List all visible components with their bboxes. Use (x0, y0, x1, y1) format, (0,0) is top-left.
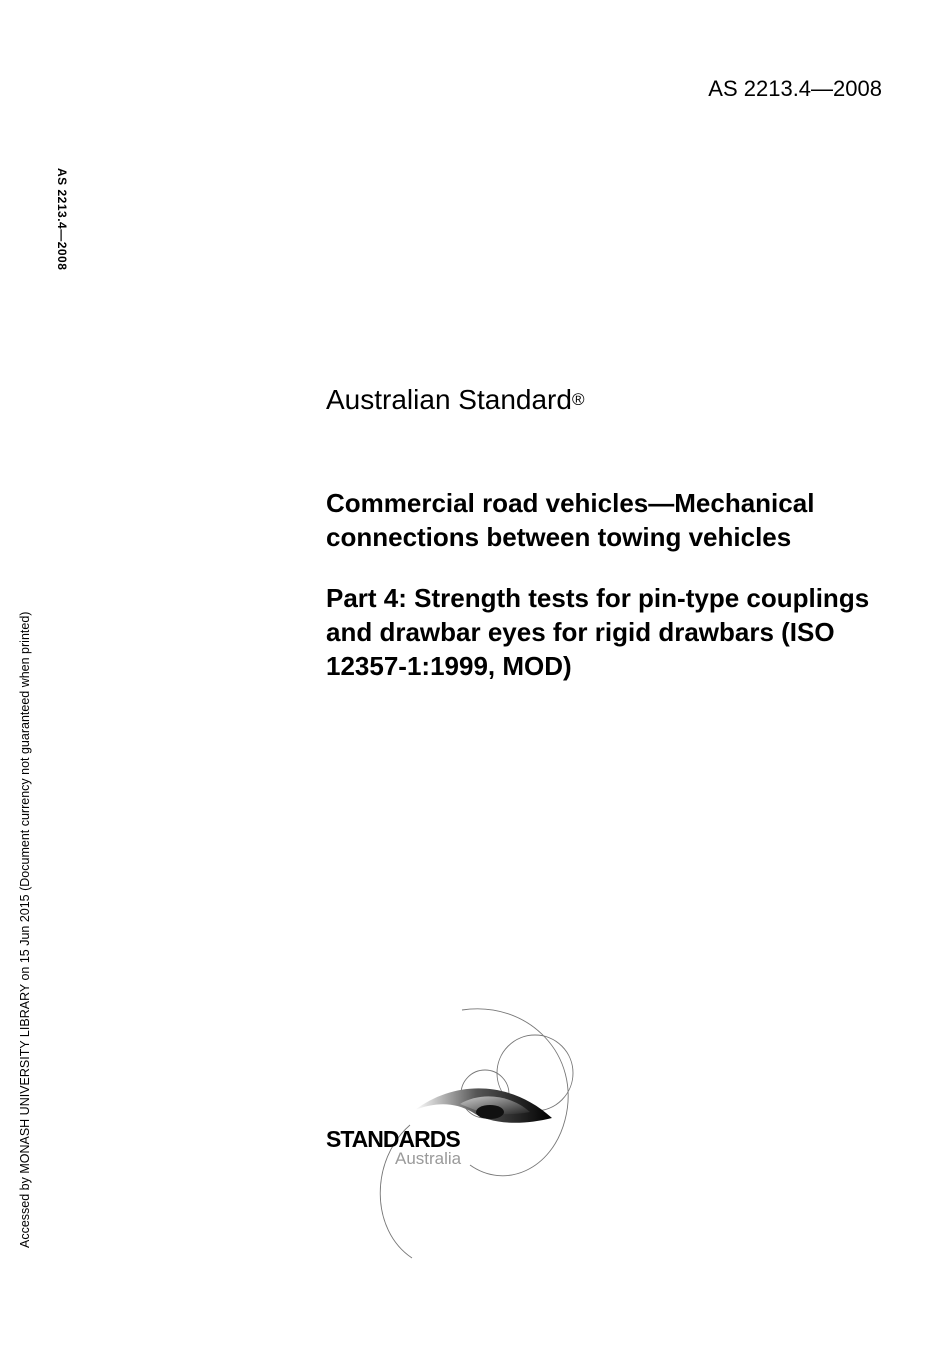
registered-mark: ® (571, 390, 585, 409)
access-note: Accessed by MONASH UNIVERSITY LIBRARY on 15 Jun 2015 (Document currency not guaranteed when printed) (18, 611, 32, 1248)
logo-wordmark: STANDARDS (326, 1126, 460, 1152)
logo-subtext: Australia (395, 1149, 462, 1168)
document-subtitle: Part 4: Strength tests for pin-type couplings and drawbar eyes for rigid drawbars (ISO 12357-1:1999, MOD) (326, 583, 870, 681)
standard-number-header: AS 2213.4—2008 (708, 76, 882, 101)
series-heading (326, 382, 584, 422)
standards-australia-logo (320, 1000, 590, 1265)
document-title: Commercial road vehicles—Mechanical connections between towing vehicles (326, 488, 815, 552)
spine-standard-number: AS 2213.4—2008 (55, 168, 69, 271)
series-label: Australian Standard (326, 384, 572, 415)
